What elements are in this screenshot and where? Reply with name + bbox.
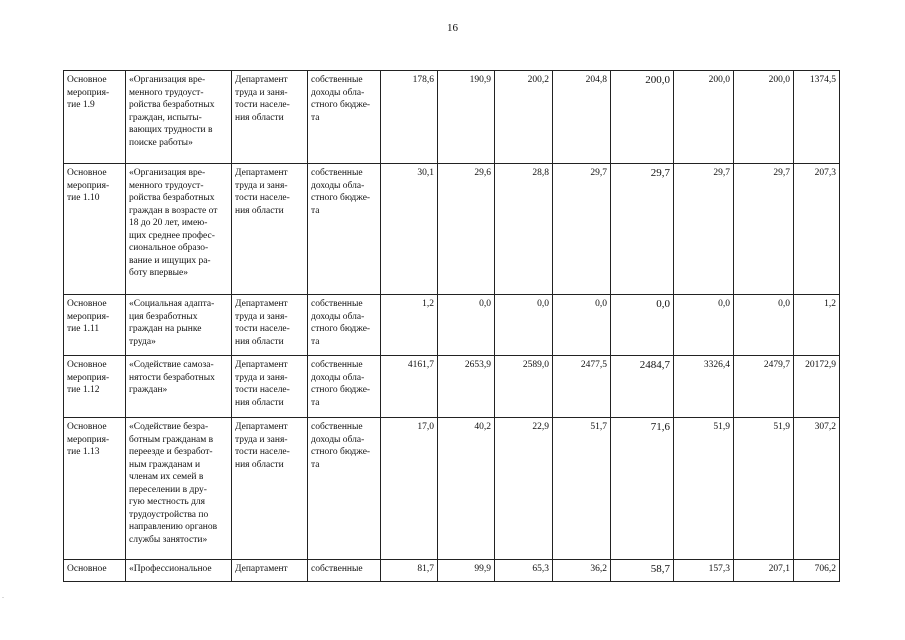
name-cell: «Профессиональное (126, 560, 232, 582)
value-cell: 30,1 (381, 164, 438, 295)
value-cell: 2477,5 (553, 356, 611, 418)
value-cell: 207,1 (734, 560, 794, 582)
source-cell: собственные доходы обла- стного бюдже- та (308, 164, 381, 295)
value-cell: 178,6 (381, 71, 438, 164)
source-cell: собственные (308, 560, 381, 582)
value-cell: 0,0 (438, 295, 495, 356)
table-row (64, 164, 840, 295)
page-number: 16 (447, 22, 458, 34)
source-cell: собственные доходы обла- стного бюдже- та (308, 295, 381, 356)
value-cell: 200,0 (734, 71, 794, 164)
value-cell: 2589,0 (495, 356, 553, 418)
scan-edge-mark: - (2, 595, 4, 601)
table-row (64, 71, 840, 164)
table-row (64, 418, 840, 560)
value-cell: 51,7 (553, 418, 611, 560)
value-cell: 0,0 (674, 295, 734, 356)
value-cell: 157,3 (674, 560, 734, 582)
value-cell: 51,9 (674, 418, 734, 560)
value-cell: 1374,5 (794, 71, 840, 164)
value-cell: 307,2 (794, 418, 840, 560)
table-row (64, 356, 840, 418)
activity-cell: Основное мероприя- тие 1.9 (64, 71, 126, 164)
activity-cell: Основное мероприя- тие 1.13 (64, 418, 126, 560)
name-cell: «Содействие самоза- нятости безработных граждан» (126, 356, 232, 418)
value-cell: 1,2 (381, 295, 438, 356)
name-cell: «Организация вре- менного трудоуст- ройства безработных граждан в возрасте от 18 до 20 лет, имею- щих среднее профес- сиональное образо- вание и ищущих ра- боту впервые» (126, 164, 232, 295)
value-cell: 204,8 (553, 71, 611, 164)
value-cell: 3326,4 (674, 356, 734, 418)
table-body (64, 71, 840, 582)
budget-table (63, 70, 840, 582)
value-cell: 29,6 (438, 164, 495, 295)
executor-cell: Департамент труда и заня- тости населе- ния области (232, 295, 308, 356)
value-cell: 28,8 (495, 164, 553, 295)
executor-cell: Департамент труда и заня- тости населе- ния области (232, 418, 308, 560)
value-cell: 20172,9 (794, 356, 840, 418)
value-cell: 36,2 (553, 560, 611, 582)
value-cell: 200,0 (611, 71, 674, 164)
value-cell: 200,2 (495, 71, 553, 164)
value-cell: 40,2 (438, 418, 495, 560)
table-row (64, 560, 840, 582)
value-cell: 17,0 (381, 418, 438, 560)
value-cell: 1,2 (794, 295, 840, 356)
value-cell: 65,3 (495, 560, 553, 582)
activity-cell: Основное (64, 560, 126, 582)
value-cell: 29,7 (611, 164, 674, 295)
value-cell: 71,6 (611, 418, 674, 560)
value-cell: 706,2 (794, 560, 840, 582)
value-cell: 99,9 (438, 560, 495, 582)
value-cell: 207,3 (794, 164, 840, 295)
value-cell: 51,9 (734, 418, 794, 560)
executor-cell: Департамент труда и заня- тости населе- ния области (232, 71, 308, 164)
activity-cell: Основное мероприя- тие 1.10 (64, 164, 126, 295)
source-cell: собственные доходы обла- стного бюдже- та (308, 71, 381, 164)
executor-cell: Департамент труда и заня- тости населе- ния области (232, 356, 308, 418)
value-cell: 2653,9 (438, 356, 495, 418)
name-cell: «Организация вре- менного трудоуст- ройства безработных граждан, испыты- вающих трудности в поиске работы» (126, 71, 232, 164)
value-cell: 0,0 (553, 295, 611, 356)
value-cell: 29,7 (734, 164, 794, 295)
value-cell: 0,0 (611, 295, 674, 356)
value-cell: 29,7 (674, 164, 734, 295)
value-cell: 81,7 (381, 560, 438, 582)
name-cell: «Содействие безра- ботным гражданам в переезде и безработ- ным гражданам и членам их семей в переселении в дру- гую местность для трудоустройства по направлению органов службы занятости» (126, 418, 232, 560)
activity-cell: Основное мероприя- тие 1.11 (64, 295, 126, 356)
table-row (64, 295, 840, 356)
source-cell: собственные доходы обла- стного бюдже- та (308, 356, 381, 418)
value-cell: 2479,7 (734, 356, 794, 418)
name-cell: «Социальная адапта- ция безработных граждан на рынке труда» (126, 295, 232, 356)
executor-cell: Департамент труда и заня- тости населе- ния области (232, 164, 308, 295)
value-cell: 200,0 (674, 71, 734, 164)
value-cell: 58,7 (611, 560, 674, 582)
executor-cell: Департамент (232, 560, 308, 582)
value-cell: 0,0 (734, 295, 794, 356)
value-cell: 22,9 (495, 418, 553, 560)
activity-cell: Основное мероприя- тие 1.12 (64, 356, 126, 418)
value-cell: 0,0 (495, 295, 553, 356)
value-cell: 190,9 (438, 71, 495, 164)
value-cell: 4161,7 (381, 356, 438, 418)
source-cell: собственные доходы обла- стного бюдже- та (308, 418, 381, 560)
value-cell: 29,7 (553, 164, 611, 295)
value-cell: 2484,7 (611, 356, 674, 418)
